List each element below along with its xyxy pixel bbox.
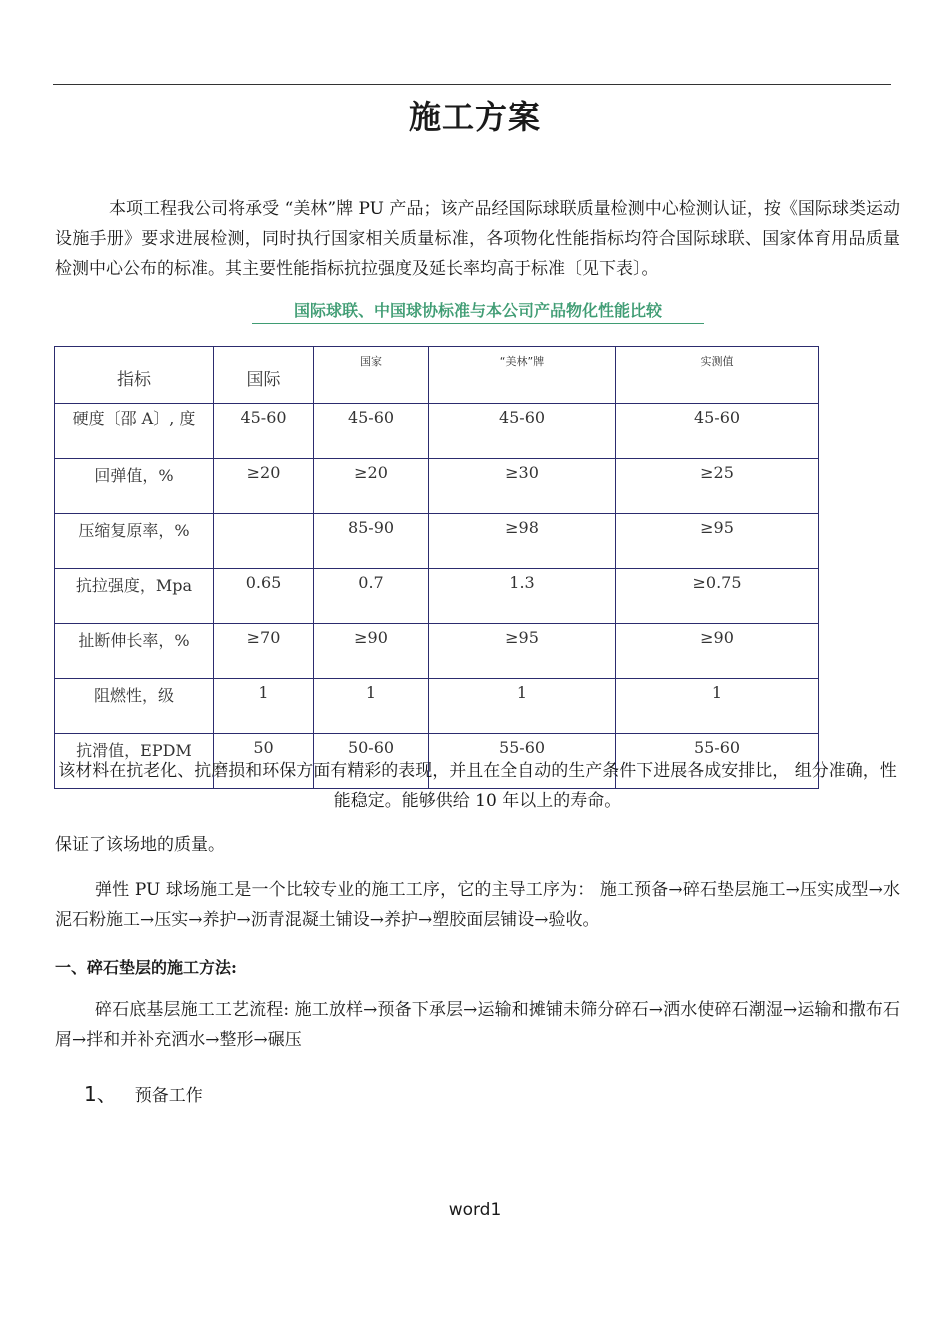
list-item	[84, 1078, 203, 1107]
table-cell: 1.3	[429, 569, 616, 624]
process-paragraph: 弹性 PU 球场施工是一个比较专业的施工工序，它的主导工序为： 施工预备→碎石垫层施工→压实成型→水泥石粉施工→压实→养护→沥青混凝土铺设→养护→塑胶面层铺设→验收。	[55, 880, 900, 930]
table-cell: ≥20	[314, 459, 429, 514]
table-cell: 45-60	[314, 404, 429, 459]
page-footer: word1	[448, 1200, 502, 1220]
header-rule	[53, 84, 891, 85]
header-cell: 指标	[55, 347, 214, 404]
table-cell: 50	[214, 734, 314, 789]
header-cell: 实测值	[616, 347, 819, 404]
intro-paragraph: 本项工程我公司将承受 “美林”牌 PU 产品；该产品经国际球联质量检测中心检测认证，按《国际球类运动设施手册》要求进展检测，同时执行国家相关质量标准，各项物化性能指标均符合国际球联、国家体育用品质量检测中心公布的标准。其主要性能指标抗拉强度及延长率均高于标准〔见下表〕。	[55, 199, 900, 279]
table-cell: 1	[429, 679, 616, 734]
table-cell: ≥95	[616, 514, 819, 569]
table-cell: 85-90	[314, 514, 429, 569]
table-cell: ≥30	[429, 459, 616, 514]
page-title: 施工方案	[408, 98, 541, 136]
header-cell: 国家	[314, 347, 429, 404]
table-row	[55, 569, 819, 624]
table-header-row	[55, 347, 819, 404]
table-cell: ≥25	[616, 459, 819, 514]
table-cell: 1	[616, 679, 819, 734]
table-cell: 55-60	[616, 734, 819, 789]
table-row	[55, 404, 819, 459]
header-cell: “美林”牌	[429, 347, 616, 404]
table-cell: ≥70	[214, 624, 314, 679]
material-paragraph: 该材料在抗老化、抗磨损和环保方面有精彩的表现，并且在全自动的生产条件下进展各成安排比， 组分准确，性能稳定。能够供给 10 年以上的寿命。	[58, 761, 897, 811]
table-title: 国际球联、中国球协标准与本公司产品物化性能比较	[252, 298, 704, 324]
table-cell	[214, 514, 314, 569]
table-cell: 55-60	[429, 734, 616, 789]
table-row	[55, 514, 819, 569]
table-cell: ≥20	[214, 459, 314, 514]
table-cell: ≥0.75	[616, 569, 819, 624]
table-cell: 抗滑值，EPDM	[55, 734, 214, 789]
table-cell: 1	[214, 679, 314, 734]
quality-paragraph: 保证了该场地的质量。	[55, 835, 225, 855]
section-body: 碎石底基层施工工艺流程: 施工放样→预备下承层→运输和摊铺未筛分碎石→洒水使碎石潮湿→运输和撒布石屑→拌和并补充洒水→整形→碾压	[55, 1000, 900, 1050]
section-heading: 一、碎石垫层的施工方法:	[55, 958, 237, 977]
table-cell: ≥90	[314, 624, 429, 679]
table-cell: 回弹值，%	[55, 459, 214, 514]
table-cell: 0.65	[214, 569, 314, 624]
table-cell: 45-60	[429, 404, 616, 459]
table-cell: 50-60	[314, 734, 429, 789]
table-cell: ≥95	[429, 624, 616, 679]
table-cell: 1	[314, 679, 429, 734]
table-cell: 阻燃性，级	[55, 679, 214, 734]
table-row	[55, 679, 819, 734]
header-cell: 国际	[214, 347, 314, 404]
list-item-label: 预备工作	[134, 1086, 203, 1106]
table-cell: 抗拉强度，Mpa	[55, 569, 214, 624]
table-cell: 0.7	[314, 569, 429, 624]
table-cell: 45-60	[214, 404, 314, 459]
table-cell: 45-60	[616, 404, 819, 459]
table-cell: 压缩复原率，%	[55, 514, 214, 569]
list-item-number: 1、	[84, 1082, 117, 1106]
table-row	[55, 459, 819, 514]
table-cell: ≥90	[616, 624, 819, 679]
spec-comparison-table	[54, 346, 819, 789]
table-row	[55, 624, 819, 679]
table-cell: ≥98	[429, 514, 616, 569]
table-cell: 扯断伸长率，%	[55, 624, 214, 679]
table-cell: 硬度〔邵 A〕, 度	[55, 404, 214, 459]
